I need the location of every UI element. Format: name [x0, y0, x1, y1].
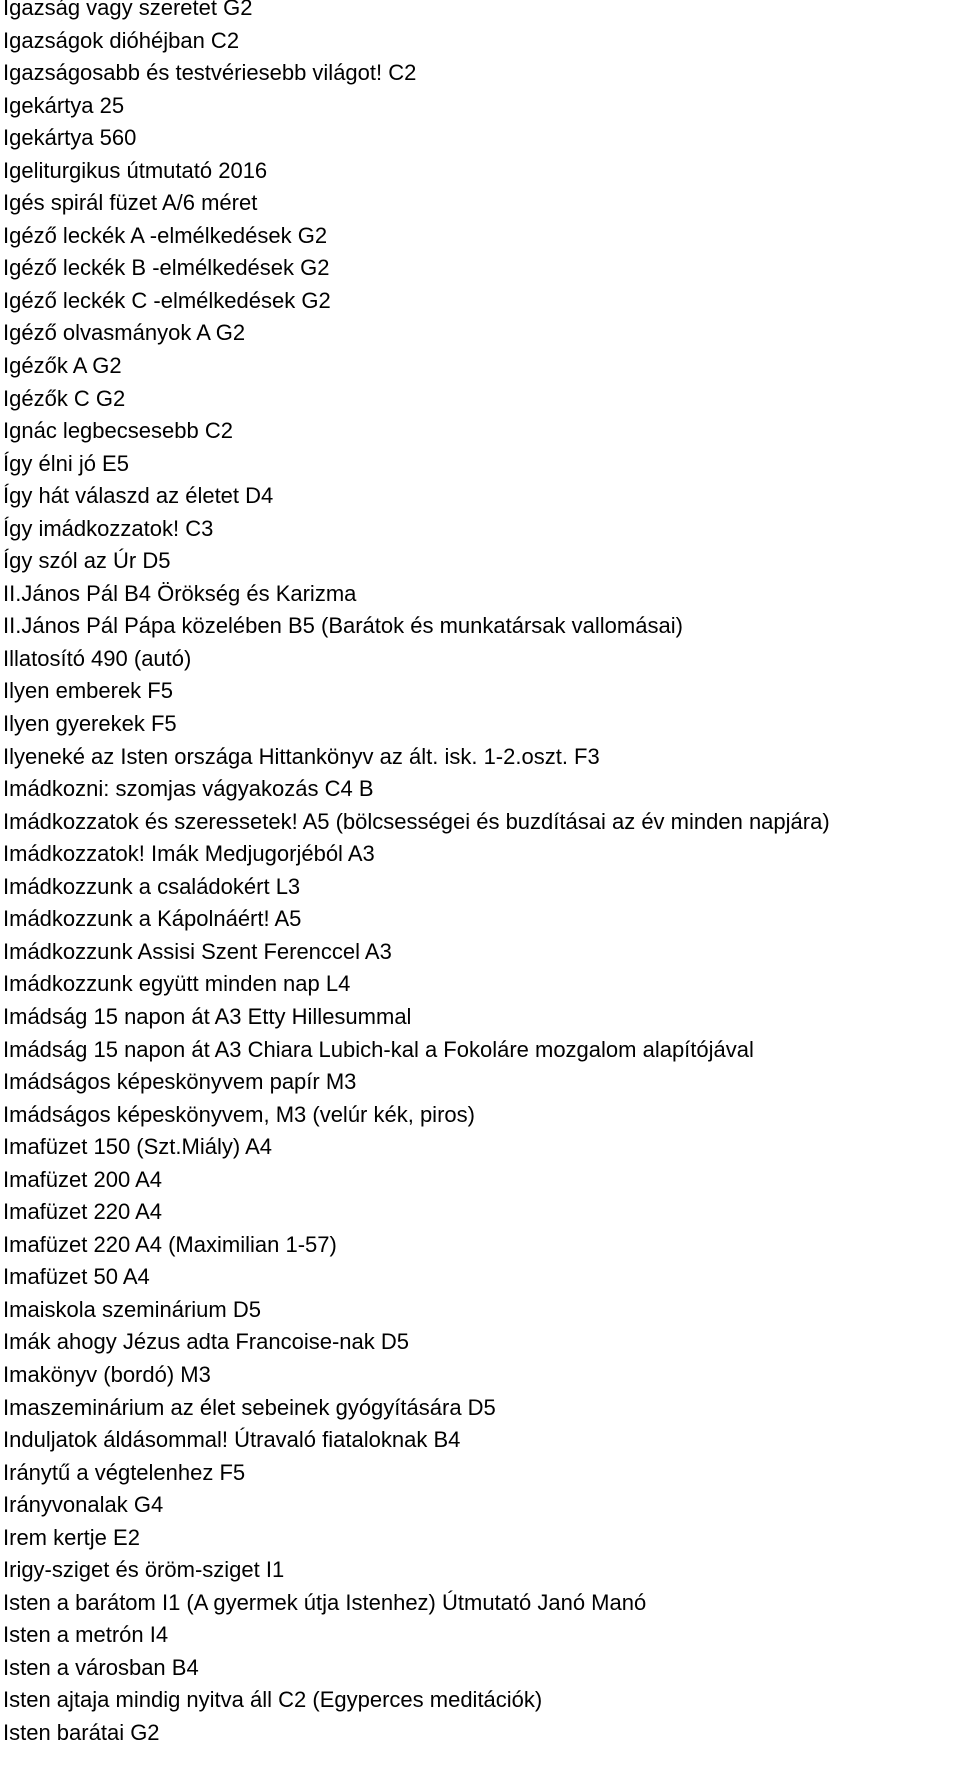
list-item: Irigy-sziget és öröm-sziget I1 — [3, 1557, 285, 1583]
list-item: II.János Pál Pápa közelében B5 (Barátok és munkatársak vallomásai) — [3, 613, 683, 639]
list-item: Igézők A G2 — [3, 353, 122, 379]
list-item: Igés spirál füzet A/6 méret — [3, 190, 258, 216]
list-item: Ignác legbecsesebb C2 — [3, 418, 233, 444]
list-item: Imádság 15 napon át A3 Chiara Lubich-kal a Fokoláre mozgalom alapítójával — [3, 1036, 754, 1062]
list-item: Imádság 15 napon át A3 Etty Hillesummal — [3, 1003, 412, 1029]
list-item: Igazságok dióhéjban C2 — [3, 27, 240, 53]
list-item: Imádkozzatok! Imák Medjugorjéból A3 — [3, 841, 375, 867]
list-item: Így szól az Úr D5 — [3, 548, 171, 574]
list-item: Iránytű a végtelenhez F5 — [3, 1459, 246, 1485]
list-item: Imádkozzunk Assisi Szent Ferenccel A3 — [3, 938, 392, 964]
list-item: Imák ahogy Jézus adta Francoise-nak D5 — [3, 1329, 409, 1355]
list-item: Igézők C G2 — [3, 385, 126, 411]
list-item: Imafüzet 220 A4 (Maximilian 1-57) — [3, 1231, 337, 1257]
list-item: Igéző olvasmányok A G2 — [3, 320, 246, 346]
list-item: Igeliturgikus útmutató 2016 — [3, 157, 268, 183]
list-item: Illatosító 490 (autó) — [3, 645, 192, 671]
list-item: Igéző leckék B -elmélkedések G2 — [3, 255, 330, 281]
list-item: Imádkozzunk együtt minden nap L4 — [3, 971, 351, 997]
list-item: Imádkozzunk a családokért L3 — [3, 873, 301, 899]
list-item: Igéző leckék A -elmélkedések G2 — [3, 222, 328, 248]
list-item: Isten barátai G2 — [3, 1719, 160, 1745]
list-item: Imafüzet 220 A4 — [3, 1199, 162, 1225]
list-item: Imaszeminárium az élet sebeinek gyógyítására D5 — [3, 1394, 496, 1420]
list-item: Imaiskola szeminárium D5 — [3, 1296, 261, 1322]
list-item: Igazság vagy szeretet G2 — [3, 0, 253, 20]
list-item: Irem kertje E2 — [3, 1524, 140, 1550]
list-item: Így imádkozzatok! C3 — [3, 515, 214, 541]
list-item: Ilyen emberek F5 — [3, 678, 173, 704]
list-item: Imafüzet 150 (Szt.Miály) A4 — [3, 1134, 272, 1160]
list-item: Igekártya 560 — [3, 125, 137, 151]
list-item: Imádságos képeskönyvem, M3 (velúr kék, piros) — [3, 1101, 475, 1127]
list-item: II.János Pál B4 Örökség és Karizma — [3, 580, 357, 606]
list-item: Imádkozni: szomjas vágyakozás C4 B — [3, 776, 374, 802]
list-item: Ilyeneké az Isten országa Hittankönyv az ált. isk. 1-2.oszt. F3 — [3, 743, 600, 769]
list-item: Isten a metrón I4 — [3, 1622, 169, 1648]
list-item: Imádkozzunk a Kápolnáért! A5 — [3, 906, 302, 932]
list-item: Igazságosabb és testvériesebb világot! C2 — [3, 60, 417, 86]
list-item: Isten a városban B4 — [3, 1654, 199, 1680]
list-item: Imádságos képeskönyvem papír M3 — [3, 1069, 357, 1095]
list-item: Isten ajtaja mindig nyitva áll C2 (Egyperces meditációk) — [3, 1687, 543, 1713]
list-item: Imádkozzatok és szeressetek! A5 (bölcsességei és buzdításai az év minden napjára) — [3, 808, 830, 834]
list-item: Isten a barátom I1 (A gyermek útja Istenhez) Útmutató Janó Manó — [3, 1589, 647, 1615]
list-item: Imafüzet 50 A4 — [3, 1264, 150, 1290]
list-item: Igéző leckék C -elmélkedések G2 — [3, 287, 331, 313]
list-item: Induljatok áldásommal! Útravaló fiataloknak B4 — [3, 1427, 461, 1453]
list-item: Így élni jó E5 — [3, 450, 129, 476]
list-item: Így hát válaszd az életet D4 — [3, 483, 274, 509]
list-item: Imakönyv (bordó) M3 — [3, 1361, 211, 1387]
list-item: Igekártya 25 — [3, 92, 125, 118]
list-item: Imafüzet 200 A4 — [3, 1166, 162, 1192]
list-item: Ilyen gyerekek F5 — [3, 711, 177, 737]
book-title-list — [3, 0, 958, 1750]
list-item: Irányvonalak G4 — [3, 1492, 164, 1518]
